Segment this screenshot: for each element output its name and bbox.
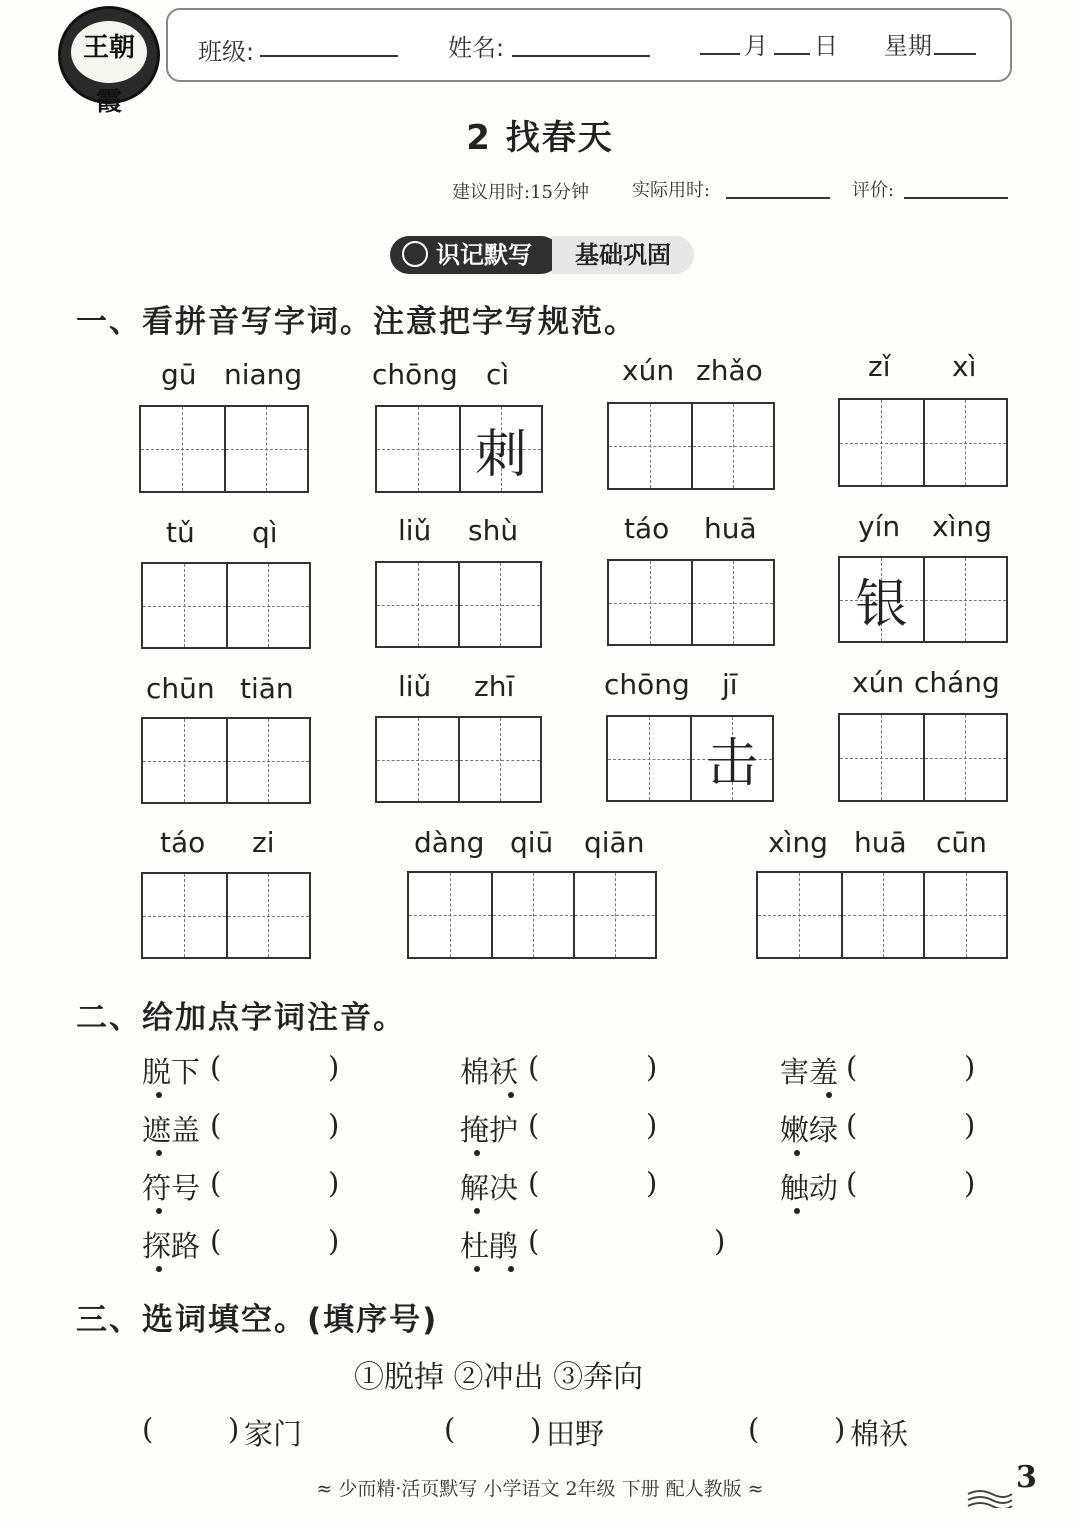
pinyin-word: 解决	[460, 1171, 519, 1205]
pinyin-word: 掩护	[460, 1113, 519, 1147]
open-paren: (	[444, 1412, 456, 1446]
pinyin-word: 触动	[780, 1171, 839, 1205]
close-paren: )	[530, 1412, 542, 1446]
answer-blank[interactable]	[764, 1412, 830, 1450]
pinyin: zhǎo	[696, 354, 763, 387]
day-label: 日	[814, 32, 838, 60]
emphasis-dot	[794, 1208, 800, 1214]
box-char	[460, 718, 540, 801]
pinyin: chūn	[146, 672, 215, 705]
close-paren: )	[328, 1050, 340, 1084]
open-paren: (	[528, 1166, 540, 1200]
day-field[interactable]	[774, 52, 810, 55]
box-char	[609, 404, 691, 488]
pinyin-word: 害羞	[780, 1055, 839, 1089]
close-paren: )	[328, 1108, 340, 1142]
open-paren: (	[846, 1050, 858, 1084]
close-paren: )	[964, 1108, 976, 1142]
box-char	[143, 564, 226, 647]
emphasis-dot	[156, 1092, 162, 1098]
pinyin: qì	[252, 516, 278, 549]
writing-box[interactable]	[838, 556, 1008, 643]
pinyin: huā	[704, 512, 757, 545]
answer-blank[interactable]	[544, 1224, 708, 1262]
box-char: 击	[705, 734, 758, 794]
section2-heading: 二、给加点字词注音。	[76, 1000, 406, 1036]
actual-time-label: 实际用时:	[632, 180, 711, 201]
pinyin: xì	[952, 350, 977, 383]
pinyin: liǔ	[398, 514, 432, 547]
emphasis-dot	[474, 1208, 480, 1214]
evaluation-label: 评价:	[852, 180, 895, 201]
page-number: 3	[1016, 1460, 1037, 1495]
emphasis-dot	[474, 1150, 480, 1156]
pinyin-word: 嫩绿	[780, 1113, 839, 1147]
writing-box[interactable]	[607, 402, 775, 490]
close-paren: )	[328, 1166, 340, 1200]
writing-box[interactable]	[606, 715, 774, 802]
answer-blank[interactable]	[862, 1050, 958, 1088]
answer-blank[interactable]	[226, 1050, 322, 1088]
answer-blank[interactable]	[862, 1166, 958, 1204]
answer-blank[interactable]	[226, 1108, 322, 1146]
pinyin: chōng	[604, 668, 690, 701]
close-paren: )	[646, 1166, 658, 1200]
close-paren: )	[646, 1108, 658, 1142]
answer-blank[interactable]	[544, 1108, 640, 1146]
month-label: 月	[744, 32, 768, 60]
pinyin-word: 符号	[142, 1171, 201, 1205]
answer-blank[interactable]	[226, 1224, 322, 1262]
box-char	[693, 561, 773, 644]
box-char	[228, 874, 309, 957]
pinyin: qiū	[510, 826, 554, 859]
emphasis-dot	[826, 1092, 832, 1098]
fill-word: 棉袄	[850, 1417, 909, 1451]
pinyin-word: 棉袄	[460, 1055, 519, 1089]
open-paren: (	[210, 1166, 222, 1200]
medal-icon	[402, 241, 428, 267]
answer-blank[interactable]	[158, 1412, 224, 1450]
section3-heading: 三、选词填空。(填序号)	[76, 1302, 439, 1338]
pinyin: cì	[486, 358, 510, 391]
pinyin: xìng	[768, 826, 828, 859]
page-title: 2 找春天	[466, 118, 614, 158]
month-field[interactable]	[700, 52, 740, 55]
pinyin-word: 杜鹃	[460, 1229, 519, 1263]
box-char	[925, 400, 1006, 485]
open-paren: (	[748, 1412, 760, 1446]
writing-box[interactable]	[838, 398, 1008, 487]
pinyin: shù	[468, 514, 519, 547]
word-choices: ①脱掉 ②冲出 ③奔向	[354, 1360, 644, 1395]
banner-left-text: 识记默写	[436, 241, 532, 269]
pinyin: tiān	[240, 672, 294, 705]
pinyin-word: 脱下	[142, 1055, 201, 1089]
answer-blank[interactable]	[226, 1166, 322, 1204]
name-field[interactable]	[512, 54, 650, 57]
box-char	[609, 561, 691, 644]
emphasis-dot	[508, 1266, 514, 1272]
box-char	[377, 718, 458, 801]
emphasis-dot	[156, 1150, 162, 1156]
emphasis-dot	[508, 1092, 514, 1098]
writing-box[interactable]	[838, 713, 1008, 802]
box-char	[228, 719, 309, 802]
writing-box[interactable]	[375, 716, 542, 803]
box-char	[228, 564, 309, 647]
wave-icon	[966, 1488, 1014, 1508]
box-char	[840, 400, 923, 485]
open-paren: (	[528, 1108, 540, 1142]
pinyin: liǔ	[398, 670, 432, 703]
pinyin: zǐ	[868, 350, 891, 383]
footer: ≈ 少而精·活页默写 小学语文 2年级 下册 配人教版 ≈	[316, 1478, 764, 1500]
close-paren: )	[714, 1224, 726, 1258]
evaluation-field[interactable]	[904, 196, 1008, 199]
close-paren: )	[646, 1050, 658, 1084]
box-char	[925, 715, 1006, 800]
box-char	[840, 715, 923, 800]
box-char	[143, 719, 226, 802]
box-char: 银	[855, 575, 908, 635]
close-paren: )	[228, 1412, 240, 1446]
class-label: 班级:	[198, 38, 255, 66]
open-paren: (	[846, 1108, 858, 1142]
open-paren: (	[528, 1050, 540, 1084]
section1-heading: 一、看拼音写字词。注意把字写规范。	[76, 304, 637, 340]
close-paren: )	[964, 1050, 976, 1084]
open-paren: (	[846, 1166, 858, 1200]
answer-blank[interactable]	[460, 1412, 526, 1450]
open-paren: (	[528, 1224, 540, 1258]
box-char	[377, 407, 459, 491]
fill-word: 家门	[244, 1417, 303, 1451]
box-char	[925, 558, 1006, 641]
box-char	[226, 407, 307, 491]
writing-box[interactable]	[141, 872, 311, 959]
writing-box[interactable]	[141, 562, 311, 649]
pinyin: qiān	[584, 826, 645, 859]
pinyin: cháng	[914, 666, 1000, 699]
pinyin: táo	[160, 826, 206, 859]
emphasis-dot	[156, 1266, 162, 1272]
writing-box[interactable]	[607, 559, 775, 646]
actual-time-field[interactable]	[726, 196, 830, 199]
pinyin: cūn	[936, 826, 987, 859]
box-char	[141, 407, 224, 491]
pinyin: dàng	[414, 826, 485, 859]
logo	[58, 6, 160, 117]
close-paren: )	[328, 1224, 340, 1258]
name-label: 姓名:	[448, 34, 505, 62]
pinyin: gū	[161, 358, 197, 391]
pinyin: chōng	[372, 358, 458, 391]
writing-box[interactable]	[407, 871, 657, 959]
writing-box[interactable]	[375, 405, 543, 493]
writing-box[interactable]	[139, 405, 309, 493]
open-paren: (	[210, 1108, 222, 1142]
open-paren: (	[142, 1412, 154, 1446]
box-char: 刺	[474, 424, 527, 485]
suggested-time: 建议用时:15分钟	[452, 182, 589, 203]
pinyin: jī	[722, 668, 738, 701]
pinyin: xún	[622, 354, 675, 387]
emphasis-dot	[156, 1208, 162, 1214]
pinyin: niang	[224, 358, 303, 391]
pinyin: yín	[858, 510, 901, 543]
pinyin-word: 探路	[142, 1229, 201, 1263]
box-char	[143, 874, 226, 957]
pinyin: zhī	[474, 670, 515, 703]
open-paren: (	[210, 1224, 222, 1258]
box-char	[377, 563, 458, 646]
pinyin-word: 遮盖	[142, 1113, 201, 1147]
open-paren: (	[210, 1050, 222, 1084]
pinyin: táo	[624, 512, 670, 545]
weekday-field[interactable]	[934, 52, 976, 55]
emphasis-dot	[794, 1150, 800, 1156]
answer-blank[interactable]	[862, 1108, 958, 1146]
pinyin: tǔ	[166, 516, 195, 549]
pinyin: xìng	[932, 510, 992, 543]
fill-word: 田野	[546, 1417, 605, 1451]
box-char	[693, 404, 773, 488]
pinyin: zi	[252, 826, 275, 859]
emphasis-dot	[474, 1266, 480, 1272]
box-char	[460, 563, 540, 646]
banner-memorize	[390, 236, 560, 274]
writing-box[interactable]	[375, 561, 542, 648]
class-field[interactable]	[260, 54, 398, 57]
pinyin: huā	[854, 826, 907, 859]
answer-blank[interactable]	[544, 1050, 640, 1088]
logo-text: 王朝霞	[71, 21, 147, 83]
writing-box[interactable]	[141, 717, 311, 804]
answer-blank[interactable]	[544, 1166, 640, 1204]
close-paren: )	[834, 1412, 846, 1446]
banner-consolidate: 基础巩固	[552, 236, 694, 274]
weekday-label: 星期	[884, 32, 932, 60]
writing-box[interactable]	[756, 871, 1008, 959]
box-char	[608, 717, 690, 800]
pinyin: xún	[852, 666, 905, 699]
close-paren: )	[964, 1166, 976, 1200]
